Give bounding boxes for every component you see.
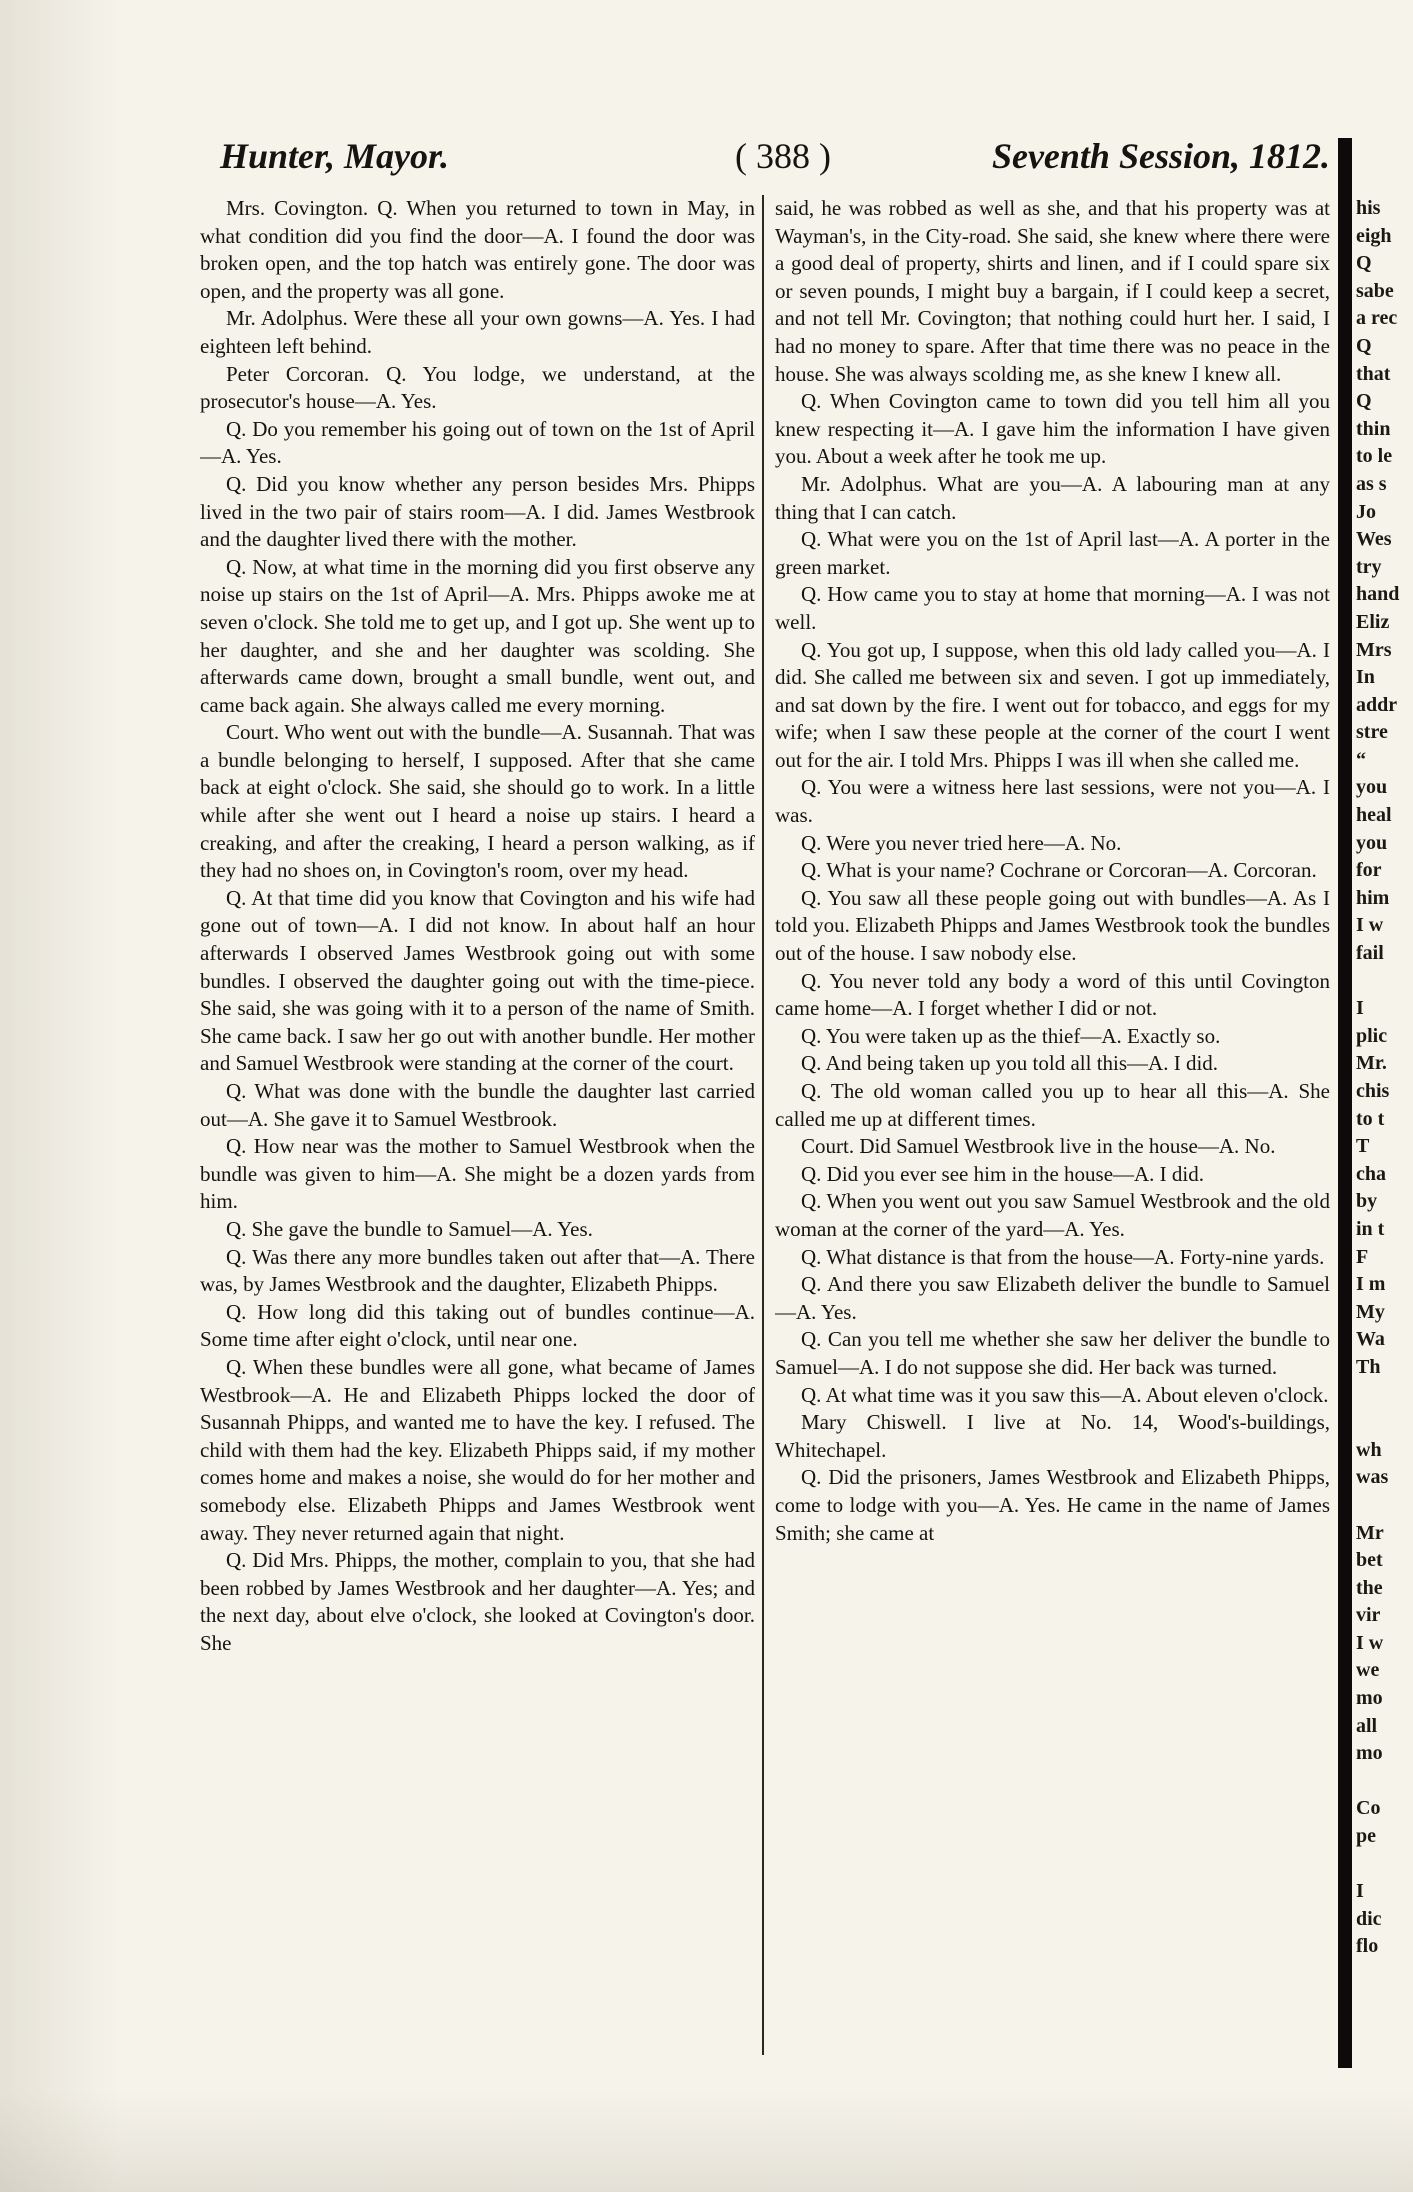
edge-fragment: sabe bbox=[1356, 279, 1394, 302]
edge-fragment: Mrs bbox=[1356, 638, 1392, 661]
edge-fragment: hand bbox=[1356, 583, 1400, 606]
paragraph: Q. When Covington came to town did you tell him all you knew respecting it—A. I gave him the information I have given you. About a week after he took me up. bbox=[775, 389, 1330, 469]
paragraph: Q. Did you ever see him in the house—A. I did. bbox=[801, 1161, 1205, 1186]
right-column bbox=[775, 195, 1330, 2055]
edge-fragment: I w bbox=[1356, 1631, 1384, 1654]
page-number: ( 388 ) bbox=[735, 136, 831, 176]
edge-fragment: his bbox=[1356, 197, 1381, 219]
binding-shadow bbox=[1338, 138, 1352, 2068]
paragraph: Mary Chiswell. I live at No. 14, Wood's-buildings, Whitechapel. bbox=[775, 1410, 1330, 1462]
paragraph: Q. How long did this taking out of bundles continue—A. Some time after eight o'clock, until near one. bbox=[200, 1299, 755, 1352]
paragraph: said, he was robbed as well as she, and that his property was at Wayman's, in the City-road. She said, she knew where there were a good deal of property, shirts and linen, and if I could spare six or seven pounds, I might buy a bargain, if I could keep a secret, and not tell Mr. Covington; that nothing could hurt her. I said, I had no money to spare. After that time there was no peace in the house. She was always scolding me, as she knew I knew all. bbox=[775, 196, 1330, 386]
paragraph: Q. You got up, I suppose, when this old lady called you—A. I did. She called me between six and seven. I got up immediately, and sat down by the fire. I went out for tobacco, and eggs for my wife; when I saw these people at the corner of the court I went out for the air. I told Mrs. Phipps I was ill when she called me. bbox=[775, 637, 1330, 772]
edge-fragment: the bbox=[1356, 1576, 1383, 1599]
edge-fragment: Wa bbox=[1356, 1328, 1385, 1351]
edge-fragment: flo bbox=[1356, 1935, 1379, 1958]
edge-fragment: Co bbox=[1356, 1797, 1381, 1820]
edge-fragment: I bbox=[1356, 1880, 1364, 1903]
paragraph: Mr. Adolphus. Were these all your own gowns—A. Yes. I had eighteen left behind. bbox=[200, 306, 755, 358]
edge-fragment: to t bbox=[1356, 1107, 1385, 1130]
edge-fragment bbox=[1356, 1768, 1413, 1796]
paragraph: Q. At that time did you know that Covington and his wife had gone out of town—A. I did not know. In about half an hour afterwards I observed James Westbrook going out with some bundles. I observed the daughter going out with the time-piece. She said, she was going with it to a person of the name of Smith. She came back. I saw her go out with another bundle. Her mother and Samuel Westbrook were standing at the corner of the court. bbox=[200, 885, 755, 1076]
edge-fragment bbox=[1356, 1382, 1413, 1410]
edge-fragment: In bbox=[1356, 666, 1375, 689]
paragraph: Court. Did Samuel Westbrook live in the house—A. No. bbox=[801, 1134, 1276, 1159]
edge-fragment: Mr bbox=[1356, 1521, 1384, 1544]
edge-fragment: “ bbox=[1356, 748, 1366, 771]
edge-fragment: stre bbox=[1356, 721, 1388, 744]
edge-fragment: I w bbox=[1356, 914, 1384, 937]
edge-fragment: Eliz bbox=[1356, 610, 1390, 633]
edge-fragment: chis bbox=[1356, 1080, 1390, 1102]
edge-fragment: eigh bbox=[1356, 224, 1392, 247]
paragraph: Q. And being taken up you told all this—A. I did. bbox=[801, 1051, 1219, 1076]
edge-fragment: bet bbox=[1356, 1549, 1383, 1572]
paragraph: Q. She gave the bundle to Samuel—A. Yes. bbox=[226, 1216, 593, 1241]
paragraph: Q. The old woman called you up to hear all this—A. She called me up at different times. bbox=[775, 1079, 1330, 1131]
paragraph: Q. Were you never tried here—A. No. bbox=[801, 830, 1122, 855]
paragraph: Mr. Adolphus. What are you—A. A labouring man at any thing that I can catch. bbox=[775, 471, 1330, 524]
edge-fragment: fail bbox=[1356, 942, 1384, 965]
edge-fragment: heal bbox=[1356, 804, 1392, 827]
paragraph: Q. At what time was it you saw this—A. About eleven o'clock. bbox=[801, 1382, 1329, 1407]
paragraph: Q. You were taken up as the thief—A. Exactly so. bbox=[801, 1023, 1221, 1048]
paragraph: Peter Corcoran. Q. You lodge, we understand, at the prosecutor's house—A. Yes. bbox=[200, 361, 755, 414]
edge-fragment: pe bbox=[1356, 1825, 1376, 1848]
edge-fragment: vir bbox=[1356, 1604, 1381, 1627]
edge-fragment bbox=[1356, 1851, 1413, 1879]
edge-fragment: I m bbox=[1356, 1273, 1386, 1296]
paragraph: Q. You never told any body a word of this until Covington came home—A. I forget whether I did or not. bbox=[775, 968, 1330, 1021]
paragraph: Q. How near was the mother to Samuel Westbrook when the bundle was given to him—A. She might be a dozen yards from him. bbox=[200, 1134, 755, 1214]
edge-fragment: wh bbox=[1356, 1438, 1382, 1461]
paragraph: Q. Now, at what time in the morning did you first observe any noise up stairs on the 1st of April—A. Mrs. Phipps awoke me at seven o'clock. She told me to get up, and I got up. She went up to her daughter, and she and her daughter was scolding. She afterwards came down, brought a small bundle, went out, and came back again. She always called me every morning. bbox=[200, 554, 755, 717]
paragraph: Q. How came you to stay at home that morning—A. I was not well. bbox=[775, 582, 1330, 634]
edge-fragment: Q bbox=[1356, 334, 1372, 357]
edge-fragment: F bbox=[1356, 1245, 1369, 1268]
edge-fragment: My bbox=[1356, 1300, 1385, 1323]
page-shadow bbox=[0, 0, 120, 2192]
edge-fragment: a rec bbox=[1356, 307, 1398, 330]
edge-fragment: try bbox=[1356, 555, 1382, 578]
edge-fragment: plic bbox=[1356, 1024, 1388, 1047]
edge-fragment: mo bbox=[1356, 1742, 1383, 1765]
running-header bbox=[200, 135, 1330, 185]
paragraph: Q. Do you remember his going out of town on the 1st of April—A. Yes. bbox=[200, 416, 755, 469]
edge-fragment: mo bbox=[1356, 1687, 1383, 1710]
paragraph: Q. Did Mrs. Phipps, the mother, complain to you, that she had been robbed by James Westbrook and her daughter—A. Yes; and the next day, about elve o'clock, she looked at Covington's door. She bbox=[200, 1548, 755, 1655]
edge-fragment: Q bbox=[1356, 252, 1372, 275]
paragraph: Court. Who went out with the bundle—A. Susannah. That was a bundle belonging to herself, I supposed. After that she came back at eight o'clock. She said, she should go to work. In a little while after she went out I heard a noise up stairs. I heard a creaking, and after the creaking, I heard a person walking, as if they had no shoes on, in Covington's room, over my head. bbox=[200, 720, 755, 883]
edge-fragment: Jo bbox=[1356, 500, 1376, 523]
paragraph: Q. What were you on the 1st of April last—A. A porter in the green market. bbox=[775, 527, 1330, 579]
edge-fragment: thin bbox=[1356, 417, 1391, 440]
edge-fragment: to le bbox=[1356, 445, 1393, 468]
paragraph: Q. Did you know whether any person besides Mrs. Phipps lived in the two pair of stairs room—A. I did. James Westbrook and the daughter lived there with the mother. bbox=[200, 471, 755, 552]
edge-fragment: in t bbox=[1356, 1217, 1385, 1240]
edge-fragment: addr bbox=[1356, 693, 1398, 716]
edge-fragment: as s bbox=[1356, 472, 1387, 495]
page-bottom-shadow bbox=[0, 2090, 1413, 2192]
paragraph: Q. When you went out you saw Samuel Westbrook and the old woman at the corner of the yard—A. Yes. bbox=[775, 1189, 1330, 1241]
edge-fragment: Q bbox=[1356, 390, 1372, 413]
edge-fragment: I bbox=[1356, 997, 1364, 1020]
edge-fragment: you bbox=[1356, 776, 1388, 799]
paragraph: Q. You were a witness here last sessions, were not you—A. I was. bbox=[775, 775, 1330, 828]
paragraph: Q. And there you saw Elizabeth deliver the bundle to Samuel—A. Yes. bbox=[775, 1272, 1330, 1324]
next-page-fragments bbox=[1356, 195, 1413, 2055]
paragraph: Q. What distance is that from the house—A. Forty-nine yards. bbox=[801, 1244, 1325, 1269]
paragraph: Q. What was done with the bundle the daughter last carried out—A. She gave it to Samuel Westbrook. bbox=[200, 1079, 755, 1131]
paragraph: Q. Was there any more bundles taken out after that—A. There was, by James Westbrook and the daughter, Elizabeth Phipps. bbox=[200, 1244, 755, 1297]
edge-fragment: Wes bbox=[1356, 528, 1392, 551]
edge-fragment: cha bbox=[1356, 1162, 1386, 1185]
edge-fragment: Mr. bbox=[1356, 1052, 1387, 1075]
edge-fragment bbox=[1356, 1409, 1413, 1437]
edge-fragment: Th bbox=[1356, 1355, 1381, 1378]
edge-fragment: all bbox=[1356, 1714, 1378, 1737]
edge-fragment: you bbox=[1356, 831, 1388, 854]
paragraph: Q. What is your name? Cochrane or Corcoran—A. Corcoran. bbox=[801, 858, 1317, 883]
edge-fragment: T bbox=[1356, 1135, 1370, 1158]
paragraph: Q. You saw all these people going out with bundles—A. As I told you. Elizabeth Phipps and James Westbrook took the bundles out of the house. I saw nobody else. bbox=[775, 885, 1330, 966]
left-column bbox=[200, 195, 755, 2055]
edge-fragment: for bbox=[1356, 859, 1382, 882]
edge-fragment: we bbox=[1356, 1659, 1380, 1682]
edge-fragment bbox=[1356, 968, 1413, 996]
paragraph: Q. Did the prisoners, James Westbrook and Elizabeth Phipps, come to lodge with you—A. Yes. He came in the name of James Smith; she came at bbox=[775, 1465, 1330, 1545]
header-right: Seventh Session, 1812. bbox=[991, 136, 1330, 176]
header-left: Hunter, Mayor. bbox=[220, 136, 450, 176]
column-rule bbox=[762, 195, 764, 2055]
paragraph: Q. Can you tell me whether she saw her deliver the bundle to Samuel—A. I do not suppose she did. Her back was turned. bbox=[775, 1327, 1330, 1379]
edge-fragment: him bbox=[1356, 886, 1390, 909]
edge-fragment: was bbox=[1356, 1466, 1389, 1489]
paragraph: Q. When these bundles were all gone, what became of James Westbrook—A. He and Elizabeth Phipps locked the door of Susannah Phipps, and wanted me to have the key. I refused. The child with them had the key. Elizabeth Phipps said, if my mother comes home and makes a noise, she would do for her mother and somebody else. Elizabeth Phipps and James Westbrook went away. They never returned again that night. bbox=[200, 1354, 755, 1545]
edge-fragment: dic bbox=[1356, 1907, 1382, 1930]
edge-fragment: that bbox=[1356, 362, 1391, 385]
edge-fragment: by bbox=[1356, 1190, 1378, 1213]
paragraph: Mrs. Covington. Q. When you returned to town in May, in what condition did you find the door—A. I found the door was broken open, and the top hatch was entirely gone. The door was open, and the property was all gone. bbox=[200, 196, 755, 303]
edge-fragment bbox=[1356, 1492, 1413, 1520]
